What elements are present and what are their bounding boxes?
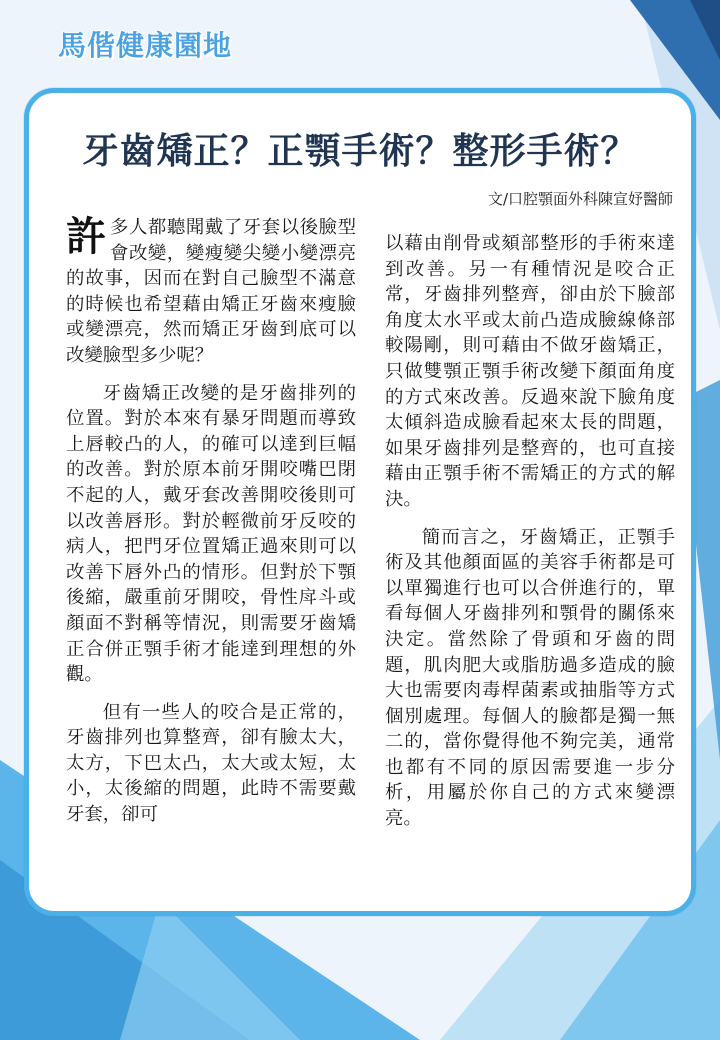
- paragraph-4: 簡而言之，牙齒矯正，正顎手術及其他顏面區的美容手術都是可以單獨進行也可以合併進行的，單看每個人牙齒排列和顎骨的關係來決定。當然除了骨頭和牙齒的問題，肌肉肥大或脂肪過多造成的臉大也需要肉毒桿菌素或抽脂等方式個別處理。每個人的臉都是獨一無二的，當你覺得他不夠完美，通常也都有不同的原因需要進一步分析，用屬於你自己的方式來變漂亮。: [385, 526, 675, 830]
- paragraph-1-text: 多人都聽聞戴了牙套以後臉型會改變，變瘦變尖變小變漂亮的故事，因而在對自己臉型不滿意的時候也希望藉由矯正牙齒來瘦臉或變漂亮，然而矯正牙齒到底可以改變臉型多少呢？: [66, 217, 356, 366]
- article-byline: 文/口腔顎面外科陳宣妤醫師: [487, 190, 673, 208]
- paragraph-3-continued: 以藉由削骨或頦部整形的手術來達到改善。另一有種情況是咬合正常，牙齒排列整齊，卻由於下臉部角度太水平或太前凸造成臉線條部較陽剛，則可藉由不做牙齒矯正，只做雙顎正顎手術改變下顏面角度的方式來改善。反過來說下臉角度太傾斜造成臉看起來太長的問題，如果牙齒排列是整齊的，也可直接藉由正顎手術不需矯正的方式的解決。: [385, 233, 675, 510]
- section-title: 馬偕健康園地: [58, 29, 233, 62]
- paragraph-1: [66, 215, 356, 369]
- article-card: [24, 88, 696, 916]
- column-left: [66, 215, 356, 840]
- paragraph-3: 但有一些人的咬合是正常的，牙齒排列也算整齊，卻有臉太大，太方，下巴太凸，太大或太短，太小，太後縮的問題，此時不需要戴牙套，卻可: [66, 701, 356, 826]
- article-title: 牙齒矯正？正顎手術？整形手術？: [82, 131, 638, 172]
- drop-cap: 許: [66, 214, 106, 260]
- paragraph-2: 牙齒矯正改變的是牙齒排列的位置。對於本來有暴牙問題而導致上唇較凸的人，的確可以達到巨幅的改善。對於原本前牙開咬嘴巴閉不起的人，戴牙套改善開咬後則可以改善唇形。對於輕微前牙反咬的病人，把門牙位置矯正過來則可以改善下唇外凸的情形。但對於下顎後縮，嚴重前牙開咬，骨性戽斗或顏面不對稱等情況，則需要牙齒矯正合併正顎手術才能達到理想的外觀。: [66, 382, 356, 686]
- column-right: [385, 231, 675, 844]
